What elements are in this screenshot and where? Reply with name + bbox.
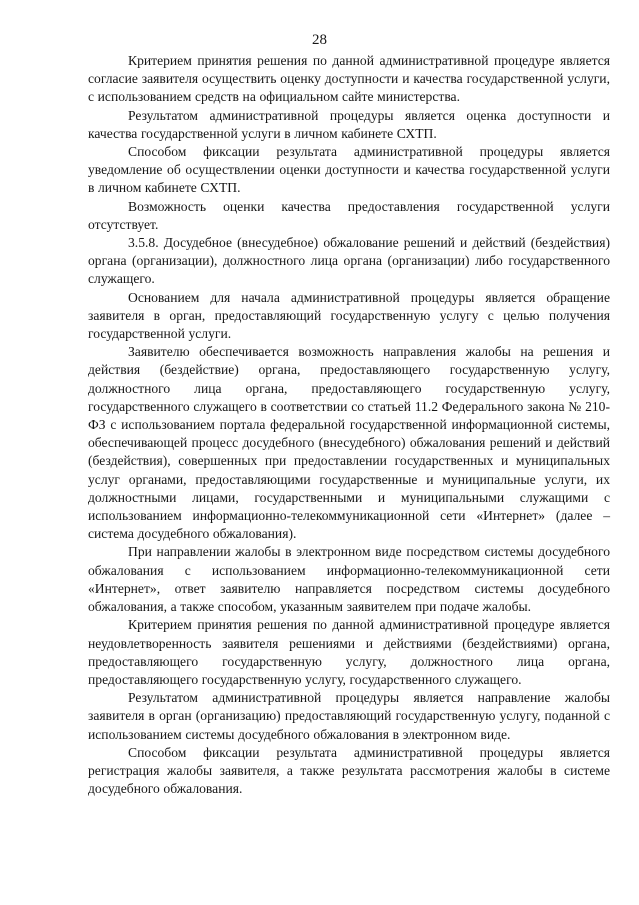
document-body xyxy=(88,52,610,798)
paragraph-fixation-appeal: Способом фиксации результата административной процедуры является регистрация жалобы заявителя, а также результата рассмотрения жалобы в системе досудебного обжалования. xyxy=(88,744,610,797)
paragraph-basis-appeal: Основанием для начала административной процедуры является обращение заявителя в орган, предоставляющий государственную услугу с целью получения государственной услуги. xyxy=(88,289,610,342)
page-number: 28 xyxy=(312,32,327,48)
paragraph-quality-evaluation: Возможность оценки качества предоставления государственной услуги отсутствует. xyxy=(88,198,610,232)
paragraph-result-evaluation: Результатом административной процедуры является оценка доступности и качества государственной услуги в личном кабинете СХТП. xyxy=(88,107,610,141)
paragraph-electronic-complaint: При направлении жалобы в электронном виде посредством системы досудебного обжалования с использованием информационно-телекоммуникационной сети «Интернет», ответ заявителю направляется посредством системы досудебного обжалования, а также способом, указанным заявителем при подаче жалобы. xyxy=(88,544,610,615)
section-heading-3-5-8: 3.5.8. Досудебное (внесудебное) обжалование решений и действий (бездействия) органа (организации), должностного лица органа (организации) либо государственного служащего. xyxy=(88,235,610,287)
paragraph-criterion-appeal: Критерием принятия решения по данной административной процедуре является неудовлетворенность заявителя решениями и действиями (бездействиями) органа, предоставляющего государственную услугу, должностного лица органа, предоставляющего государственную услугу, государственного служащего. xyxy=(88,617,610,687)
paragraph-criterion-evaluation: Критерием принятия решения по данной административной процедуре является согласие заявителя осуществить оценку доступности и качества государственной услуги, с использованием средств на официальном сайте министерства. xyxy=(88,53,610,105)
paragraph-result-appeal: Результатом административной процедуры является направление жалобы заявителя в орган (организацию) предоставляющий государственную услугу, поданной с использованием системы досудебного обжалования в электронном виде. xyxy=(88,690,610,742)
paragraph-complaint-opportunity: Заявителю обеспечивается возможность направления жалобы на решения и действия (бездействие) органа, предоставляющего государственную услугу, должностного лица органа, предоставляющего государственную услугу, государственного служащего в соответствии со статьей 11.2 Федерального закона № 210-ФЗ с использованием портала федеральной государственной информационной системы, обеспечивающей процесс досудебного (внесудебного) обжалования решений и действий (бездействия), совершенных при предоставлении государственных и муниципальных услуг органами, предоставляющими государственные и муниципальные услуги, их должностными лицами, государственными и муниципальными служащими с использованием информационно-телекоммуникационной сети «Интернет» (далее – система досудебного обжалования). xyxy=(88,344,610,542)
paragraph-fixation-evaluation: Способом фиксации результата административной процедуры является уведомление об осуществлении оценки доступности и качества государственной услуги в личном кабинете СХТП. xyxy=(88,144,610,196)
